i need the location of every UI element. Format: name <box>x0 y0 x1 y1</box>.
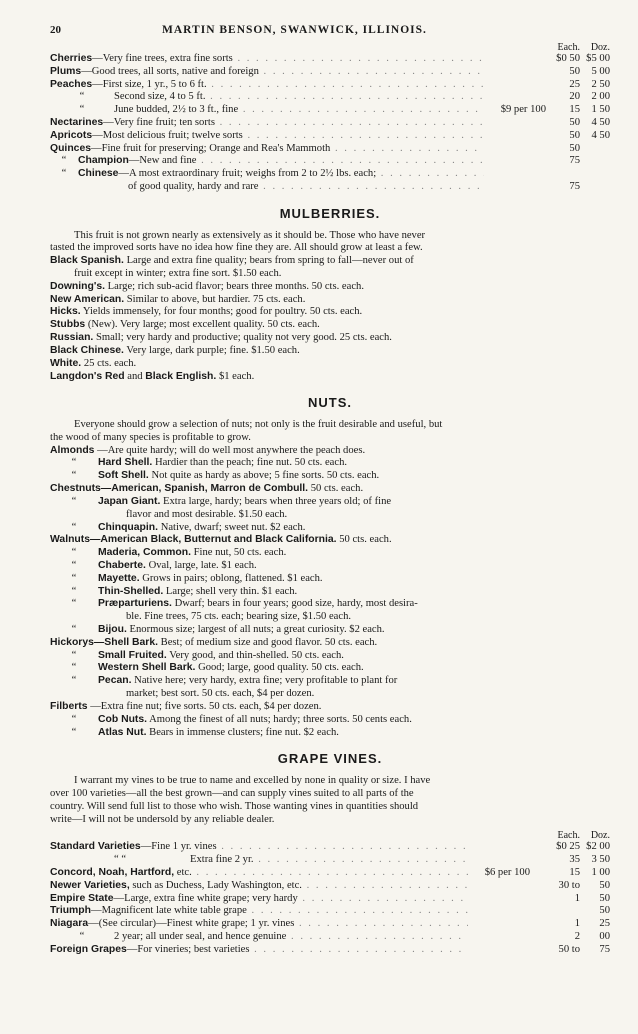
item-text: —Fine fruit for preserving; Orange and Rea's Mammoth <box>91 142 331 154</box>
list-item <box>50 547 610 560</box>
page-number: 20 <box>50 24 61 36</box>
item-name: Bijou. <box>98 624 127 636</box>
item-name: Black Chinese. <box>50 344 124 356</box>
item-name: Mayette. <box>98 572 140 584</box>
price-row <box>50 155 610 168</box>
item-text: Oval, large, late. $1 each. <box>148 559 257 571</box>
price-each: 20 <box>569 91 580 103</box>
item-description <box>50 880 468 893</box>
list-item <box>50 727 610 740</box>
list-item <box>50 560 610 573</box>
list-item <box>50 522 610 535</box>
ditto-mark: “ <box>71 457 77 469</box>
item-name: Filberts <box>50 700 88 712</box>
item-description <box>50 931 468 944</box>
item-description <box>50 143 484 156</box>
price-row <box>50 905 610 918</box>
doz-header: Doz. <box>590 41 610 53</box>
list-item <box>50 457 610 470</box>
price-dozen: 50 <box>599 892 610 904</box>
item-name: Stubbs <box>50 319 86 331</box>
item-text: Dwarf; bears in four years; good size, hardy, most desira- <box>174 598 418 610</box>
mulberries-intro <box>50 230 610 256</box>
item-text: Fine nut, 50 cts. each. <box>193 547 287 559</box>
item-text: and <box>127 370 143 382</box>
item-name: Thin-Shelled. <box>98 585 164 597</box>
ditto-mark: “ <box>71 559 77 571</box>
item-text: such as Duchess, Lady Washington, etc. <box>129 879 302 891</box>
item-text: Large; rich sub-acid flavor; bears three months. 50 cts. each. <box>107 280 364 292</box>
price-each: 75 <box>569 181 580 193</box>
item-name: Pecan. <box>98 675 132 687</box>
list-item <box>50 496 610 509</box>
price-dozen: 3 50 <box>591 854 610 866</box>
intro-line: I warrant my vines to be true to name and excelled by none in quality or size. I have <box>74 775 431 787</box>
list-item <box>50 701 610 714</box>
list-item <box>50 371 610 384</box>
ditto-mark: “ <box>71 675 77 687</box>
ditto-mark: “ “ <box>113 854 127 866</box>
price-each: 15 <box>569 866 580 878</box>
ditto-mark: “ <box>79 104 85 116</box>
item-name: Walnuts—American Black, Butternut and Black California. <box>50 534 337 546</box>
ditto-mark: “ <box>71 585 77 597</box>
item-description <box>50 91 484 104</box>
item-text: —Very fine fruit; ten sorts <box>103 116 215 128</box>
price-row <box>50 918 610 931</box>
list-item <box>50 294 610 307</box>
item-name: Maderia, Common. <box>98 547 191 559</box>
list-item <box>50 637 610 650</box>
list-item <box>50 662 610 675</box>
item-text: —Very fine trees, extra fine sorts <box>92 52 233 64</box>
ditto-mark: “ <box>71 726 77 738</box>
price-dozen: 4 50 <box>591 129 610 141</box>
price-dozen: 50 <box>599 879 610 891</box>
price-dozen: 00 <box>599 931 610 942</box>
intro-line: over 100 varieties—all the best grown—and can supply vines suited to all parts of the <box>50 787 414 799</box>
price-row <box>50 117 610 130</box>
item-text: Native, dwarf; sweet nut. $2 each. <box>160 521 306 533</box>
item-name: Hard Shell. <box>98 457 153 469</box>
item-text: Very large, dark purple; fine. $1.50 each. <box>126 344 300 356</box>
price-dozen: 1 00 <box>591 866 610 878</box>
price-row <box>50 944 610 957</box>
item-text: Among the finest of all nuts; hardy; three sorts. 50 cents each. <box>149 713 412 725</box>
price-each: 1 <box>574 918 580 930</box>
price-each: 50 <box>569 116 580 128</box>
item-text: —(See circular)—Finest white grape; 1 yr. vines <box>88 918 295 930</box>
list-item <box>50 470 610 483</box>
price-row <box>50 841 610 854</box>
item-description <box>50 53 484 66</box>
price-row <box>50 168 610 181</box>
item-description <box>50 905 468 918</box>
item-name: Champion <box>78 155 129 167</box>
mulberries-heading: MULBERRIES. <box>279 205 381 221</box>
item-name: Foreign Grapes <box>50 943 127 955</box>
item-text: Not quite as hardy as above; 5 fine sorts. 50 cts. each. <box>151 470 380 482</box>
price-each: 35 <box>569 854 580 866</box>
item-text: —Good trees, all sorts, native and foreign <box>81 65 259 77</box>
item-name: Peaches <box>50 78 93 90</box>
price-dozen: 75 <box>599 943 610 955</box>
item-text: —Fine 1 yr. vines <box>140 841 217 853</box>
price-row <box>50 79 610 92</box>
price-row <box>50 53 610 66</box>
price-row <box>50 104 610 117</box>
item-text: Small; very hardy and productive; quality not very good. 25 cts. each. <box>95 332 392 344</box>
item-name: Hickorys—Shell Bark. <box>50 636 158 648</box>
grape-vines-heading: GRAPE VINES. <box>277 751 383 767</box>
item-name: Standard Varieties <box>50 841 141 853</box>
ditto-mark: “ <box>71 495 77 507</box>
item-name: Quinces <box>50 142 91 154</box>
ditto-mark: “ <box>61 168 67 180</box>
intro-line: This fruit is not grown nearly as extensively as it should be. Those who have never <box>74 229 426 241</box>
fruit-price-table <box>50 42 610 194</box>
item-name: Black Spanish. <box>50 255 124 267</box>
list-item <box>50 586 610 599</box>
price-column-header <box>50 42 610 53</box>
item-name: Præparturiens. <box>98 598 172 610</box>
item-description <box>50 104 484 117</box>
mulberries-list <box>50 255 610 383</box>
item-text: Grows in pairs; oblong, flattened. $1 each. <box>142 572 323 584</box>
ditto-mark: “ <box>71 521 77 533</box>
price-each: 1 <box>574 892 580 904</box>
intro-line: tasted the improved sorts have no idea how fine they are. All should grow at least a few. <box>50 242 423 254</box>
list-item <box>50 255 610 268</box>
price-each: $0 25 <box>556 841 580 853</box>
item-name: New American. <box>50 293 125 305</box>
list-item <box>50 483 610 496</box>
price-row <box>50 893 610 906</box>
item-description <box>50 841 468 854</box>
item-name: Soft Shell. <box>98 470 149 482</box>
item-text-continued: ble. Fine trees, 75 cts. each; bearing size, $1.50 each. <box>126 611 352 623</box>
item-text: etc. <box>174 866 192 878</box>
ditto-mark: “ <box>71 624 77 636</box>
item-text: Bears in immense clusters; fine nut. $2 each. <box>149 726 339 738</box>
price-each: 15 <box>569 104 580 116</box>
price-dozen: $5 00 <box>586 52 610 64</box>
price-each: 25 <box>569 78 580 90</box>
item-text: Enormous size; largest of all nuts; a great curiosity. $2 each. <box>129 624 385 636</box>
nuts-heading: NUTS. <box>308 395 352 411</box>
price-dozen: 2 50 <box>591 78 610 90</box>
item-text: Similar to above, but hardier. 75 cts. each. <box>126 293 306 305</box>
ditto-mark: “ <box>71 470 77 482</box>
hundred-price: $9 per 100 <box>500 104 546 116</box>
item-name: Black English. <box>145 370 217 382</box>
list-item <box>50 714 610 727</box>
item-name: Cob Nuts. <box>98 713 148 725</box>
list-item <box>50 358 610 371</box>
price-column-header <box>50 830 610 841</box>
item-text: 50 cts. each. <box>339 534 392 546</box>
price-each: 50 <box>569 142 580 154</box>
item-description <box>50 918 468 931</box>
price-row <box>50 66 610 79</box>
price-dozen: 5 00 <box>591 65 610 77</box>
item-text: —Magnificent late white table grape <box>90 905 247 917</box>
list-item <box>50 306 610 319</box>
grape-vines-intro <box>50 775 610 826</box>
price-row <box>50 931 610 944</box>
price-row <box>50 867 610 880</box>
price-dozen: 50 <box>599 905 610 917</box>
price-dozen: $2 00 <box>586 841 610 853</box>
intro-line: the wood of many species is profitable to grow. <box>50 431 251 443</box>
item-text: Best; of medium size and good flavor. 50 cts. each. <box>160 636 378 648</box>
item-text-continued: market; best sort. 50 cts. each, $4 per dozen. <box>126 688 315 700</box>
list-item <box>50 332 610 345</box>
item-description <box>50 181 484 194</box>
item-text: —A most extraordinary fruit; weighs from 2 to 2½ lbs. each; <box>118 168 377 180</box>
item-name: Triumph <box>50 905 91 917</box>
item-name: Russian. <box>50 332 94 344</box>
item-text: 2 year; all under seal, and hence genuine <box>114 931 287 942</box>
item-text: $1 each. <box>218 370 255 382</box>
item-text-continued: flavor and most desirable. $1.50 each. <box>126 508 288 520</box>
ditto-mark: “ <box>79 931 85 942</box>
item-text: Extra large, hardy; bears when three years old; of fine <box>163 495 392 507</box>
item-name: Chaberte. <box>98 559 146 571</box>
item-name: Western Shell Bark. <box>98 662 196 674</box>
item-description <box>50 854 468 867</box>
item-text: 25 cts. each. <box>83 357 137 369</box>
item-name: Downing's. <box>50 280 105 292</box>
ditto-mark: “ <box>61 155 67 167</box>
page-title: MARTIN BENSON, SWANWICK, ILLINOIS. <box>162 24 427 36</box>
item-text: Second size, 4 to 5 ft. <box>114 91 206 103</box>
price-dozen: 25 <box>599 918 610 930</box>
item-text: —Extra fine nut; five sorts. 50 cts. each, $4 per dozen. <box>90 700 322 712</box>
list-item <box>50 675 610 688</box>
each-header: Each. <box>557 830 580 842</box>
item-name: Plums <box>50 65 82 77</box>
item-name: Chestnuts—American, Spanish, Marron de Combull. <box>50 483 309 495</box>
price-each: 50 <box>569 129 580 141</box>
price-each: 50 to <box>558 943 580 955</box>
item-text: —Most delicious fruit; twelve sorts <box>92 129 243 141</box>
item-name: Nectarines <box>50 116 104 128</box>
ditto-mark: “ <box>79 91 85 103</box>
item-text: —Are quite hardy; will do well most anywhere the peach does. <box>97 444 366 456</box>
list-item <box>50 534 610 547</box>
price-row <box>50 130 610 143</box>
hundred-price: $6 per 100 <box>484 866 530 878</box>
price-row <box>50 880 610 893</box>
item-name: White. <box>50 357 82 369</box>
item-name: Chinese <box>78 168 119 180</box>
ditto-mark: “ <box>71 547 77 559</box>
item-text: Large; shell very thin. $1 each. <box>165 585 298 597</box>
item-name: Langdon's Red <box>50 370 125 382</box>
item-name: Apricots <box>50 129 93 141</box>
item-name: Japan Giant. <box>98 495 161 507</box>
price-each: 50 <box>569 65 580 77</box>
item-description <box>50 66 484 79</box>
price-row <box>50 91 610 104</box>
item-description <box>50 79 484 92</box>
item-description <box>50 168 484 181</box>
item-name: Almonds <box>50 444 95 456</box>
item-description <box>50 117 484 130</box>
list-item <box>50 319 610 332</box>
item-text: June budded, 2½ to 3 ft., fine <box>114 104 239 116</box>
item-text: (New). Very large; most excellent quality. 50 cts. each. <box>87 319 320 331</box>
intro-line: Everyone should grow a selection of nuts; not only is the fruit desirable and useful, but <box>74 419 443 431</box>
item-description <box>50 893 468 906</box>
item-text: Hardier than the peach; fine nut. 50 cts. each. <box>154 457 348 469</box>
price-dozen: 4 50 <box>591 116 610 128</box>
price-each: 75 <box>569 155 580 167</box>
doz-header: Doz. <box>590 830 610 842</box>
item-text: Yields immensely, for four months; good for poultry. 50 cts. each. <box>82 306 363 318</box>
price-each: 30 to <box>558 879 580 891</box>
price-each: $0 50 <box>556 52 580 64</box>
ditto-mark: “ <box>71 649 77 661</box>
item-description <box>50 944 468 957</box>
item-text: Extra fine 2 yr. <box>190 854 254 866</box>
item-name: Chinquapin. <box>98 521 159 533</box>
each-header: Each. <box>557 41 580 53</box>
item-name: Niagara <box>50 918 89 930</box>
item-description <box>50 867 468 880</box>
intro-line: country. Will send full list to those who wish. Those wanting vines in quantities should <box>50 800 419 812</box>
intro-line: write—I will not be undersold by any reliable dealer. <box>50 813 275 825</box>
ditto-mark: “ <box>71 713 77 725</box>
item-description <box>50 155 484 168</box>
item-text: of good quality, hardy and rare <box>128 181 259 193</box>
item-name: Small Fruited. <box>98 649 167 661</box>
ditto-mark: “ <box>71 598 77 610</box>
item-name: Atlas Nut. <box>98 726 147 738</box>
price-dozen: 2 00 <box>591 91 610 103</box>
price-row <box>50 181 610 194</box>
item-text: Very good, and thin-shelled. 50 cts. each. <box>169 649 344 661</box>
list-item <box>50 650 610 663</box>
list-item <box>50 598 610 611</box>
list-item <box>50 345 610 358</box>
item-description <box>50 130 484 143</box>
item-text: —Large, extra fine white grape; very hardy <box>113 892 298 904</box>
item-text: —For vineries; best varieties <box>126 943 250 955</box>
price-dozen: 1 50 <box>591 104 610 116</box>
list-item <box>50 624 610 637</box>
grape-price-table <box>50 830 610 956</box>
item-name: Hicks. <box>50 306 81 318</box>
item-name: Cherries <box>50 52 93 64</box>
price-each: 2 <box>574 931 580 942</box>
item-text: Large and extra fine quality; bears from spring to fall—never out of <box>126 255 414 267</box>
list-item <box>50 573 610 586</box>
item-text: —New and fine <box>128 155 197 167</box>
nuts-list <box>50 445 610 740</box>
item-name: Empire State <box>50 892 114 904</box>
price-row <box>50 143 610 156</box>
list-item <box>50 445 610 458</box>
item-name: Newer Varieties, <box>50 879 130 891</box>
item-text: Good; large, good quality. 50 cts. each. <box>198 662 364 674</box>
item-text-continued: fruit except in winter; extra fine sort. $1.50 each. <box>74 268 282 279</box>
nuts-intro <box>50 419 610 445</box>
item-text: —First size, 1 yr., 5 to 6 ft. <box>92 78 207 90</box>
running-header <box>50 24 610 38</box>
item-text: Native here; very hardy, extra fine; very profitable to plant for <box>134 675 398 687</box>
price-row <box>50 854 610 867</box>
ditto-mark: “ <box>71 662 77 674</box>
item-text: 50 cts. each. <box>310 483 364 495</box>
list-item <box>50 281 610 294</box>
item-name: Concord, Noah, Hartford, <box>50 866 175 878</box>
ditto-mark: “ <box>71 572 77 584</box>
